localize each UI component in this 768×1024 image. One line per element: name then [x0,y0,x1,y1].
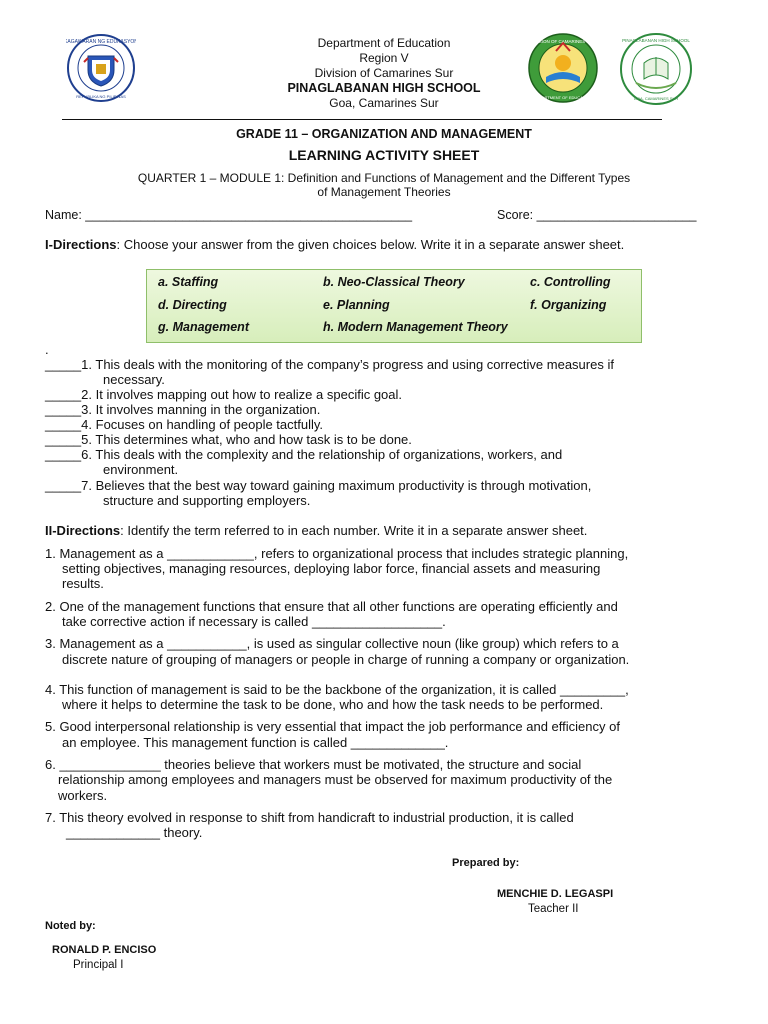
header-department: Department of Education [317,36,451,50]
question-4-line-1: 4. This function of management is said to be the backbone of the organization, it is called _________, [45,682,629,697]
noter-name: RONALD P. ENCISO [52,944,157,956]
item-text-cont: necessary. [103,372,165,387]
preparer-name: MENCHIE D. LEGASPI [497,888,614,900]
deped-logo-top-text: KAGAWARAN NG EDUKASYON [66,39,136,45]
question-1-line-2: setting objectives, managing resources, deploying labor force, financial assets and measuring [62,561,601,576]
choice-h: h. Modern Management Theory [323,320,508,334]
header-divider [62,119,662,120]
item-text: This deals with the monitoring of the company’s progress and using corrective measures if [95,357,614,372]
header-division: Division of Camarines Sur [314,66,454,80]
name-field: Name: _______________________________________________ [45,208,413,222]
question-6-line-2: relationship among employees and managers must be observed for maximum productivity of the [58,772,613,787]
deped-logo-bottom-text: REPUBLIKA NG PILIPINAS [76,94,126,99]
question-5-line-1: 5. Good interpersonal relationship is very essential that impact the job performance and efficiency of [45,719,620,734]
list-item [45,478,591,494]
quarter-line-1: QUARTER 1 – MODULE 1: Definition and Functions of Management and the Different Types [137,171,631,185]
question-1-line-1: 1. Management as a ____________, refers to organizational process that includes strategic planning, [45,546,629,561]
question-2-line-1: 2. One of the management functions that ensure that all other functions are operating efficiently and [45,599,618,614]
list-item [45,447,562,463]
choice-g: g. Management [158,320,249,334]
part2-label: II-Directions [45,523,121,538]
quarter-line-2: of Management Theories [317,185,451,199]
prepared-by-label: Prepared by: [452,857,520,869]
list-item [45,432,412,448]
choice-d: d. Directing [158,298,227,312]
item-text: Focuses on handling of people tactfully. [95,417,324,432]
question-2-line-2: take corrective action if necessary is called __________________. [62,614,446,629]
division-logo-top-text: DIVISION OF CAMARINES SUR [529,39,597,44]
choices-box [146,269,642,343]
item-number: _____4. [45,417,92,432]
choice-b: b. Neo-Classical Theory [323,275,465,289]
choice-f: f. Organizing [530,298,607,312]
item-number: _____2. [45,387,92,402]
choice-c: c. Controlling [530,275,611,289]
question-7-line-1: 7. This theory evolved in response to shift from handicraft to industrial production, it is called [45,810,574,825]
list-item [45,387,402,403]
part1-directions [45,237,624,252]
item-number: _____5. [45,432,92,447]
grade-title: GRADE 11 – ORGANIZATION AND MANAGEMENT [236,127,532,141]
division-logo-bottom-text: DEPARTMENT OF EDUCATION [533,95,593,100]
question-7-line-2: _____________ theory. [66,825,203,840]
item-text: This determines what, who and how task is to be done. [95,432,412,447]
score-field: Score: _______________________ [497,208,697,222]
question-6-line-1: 6. ______________ theories believe that workers must be motivated, the structure and social [45,757,582,772]
item-text: It involves mapping out how to realize a specific goal. [95,387,403,402]
item-number: _____3. [45,402,92,417]
stray-dot: . [45,342,49,357]
question-6-line-3: workers. [58,788,108,803]
part2-text: : Identify the term referred to in each number. Write it in a separate answer sheet. [120,523,588,538]
question-4-line-2: where it helps to determine the task to be done, who and how the task needs to be performed. [62,697,604,712]
list-item [45,402,320,418]
list-item [45,357,614,373]
school-logo-top-text: PINAGLABANAN HIGH SCHOOL [622,38,690,43]
question-5-line-2: an employee. This management function is called _____________. [62,735,449,750]
header-school: PINAGLABANAN HIGH SCHOOL [287,81,481,95]
item-text-cont: environment. [103,462,179,477]
header-region: Region V [359,51,409,65]
item-text: Believes that the best way toward gaining maximum productivity is through motivation, [95,478,592,493]
choice-e: e. Planning [323,298,390,312]
choice-a: a. Staffing [158,275,219,289]
part1-text: : Choose your answer from the given choices below. Write it in a separate answer sheet. [116,237,625,252]
question-1-line-3: results. [62,576,104,591]
item-number: _____6. [45,447,92,462]
item-text: It involves manning in the organization. [95,402,321,417]
part1-label: I-Directions [45,237,117,252]
item-text-cont: structure and supporting employers. [103,493,311,508]
part2-directions [45,523,587,538]
sheet-title: LEARNING ACTIVITY SHEET [288,147,480,163]
preparer-role: Teacher II [528,903,579,915]
question-3-line-1: 3. Management as a ___________, is used as singular collective noun (like group) which refers to a [45,636,619,651]
list-item [45,417,323,433]
item-number: _____7. [45,478,92,493]
question-3-line-2: discrete nature of grouping of managers or people in charge of running a company or organization. [62,652,630,667]
noter-role: Principal I [73,959,124,971]
item-text: This deals with the complexity and the relationship of organizations, workers, and [95,447,563,462]
item-number: _____1. [45,357,92,372]
header-location: Goa, Camarines Sur [329,96,439,110]
school-logo-bottom-text: GOA, CAMARINES SUR [633,96,679,101]
noted-by-label: Noted by: [45,920,96,932]
